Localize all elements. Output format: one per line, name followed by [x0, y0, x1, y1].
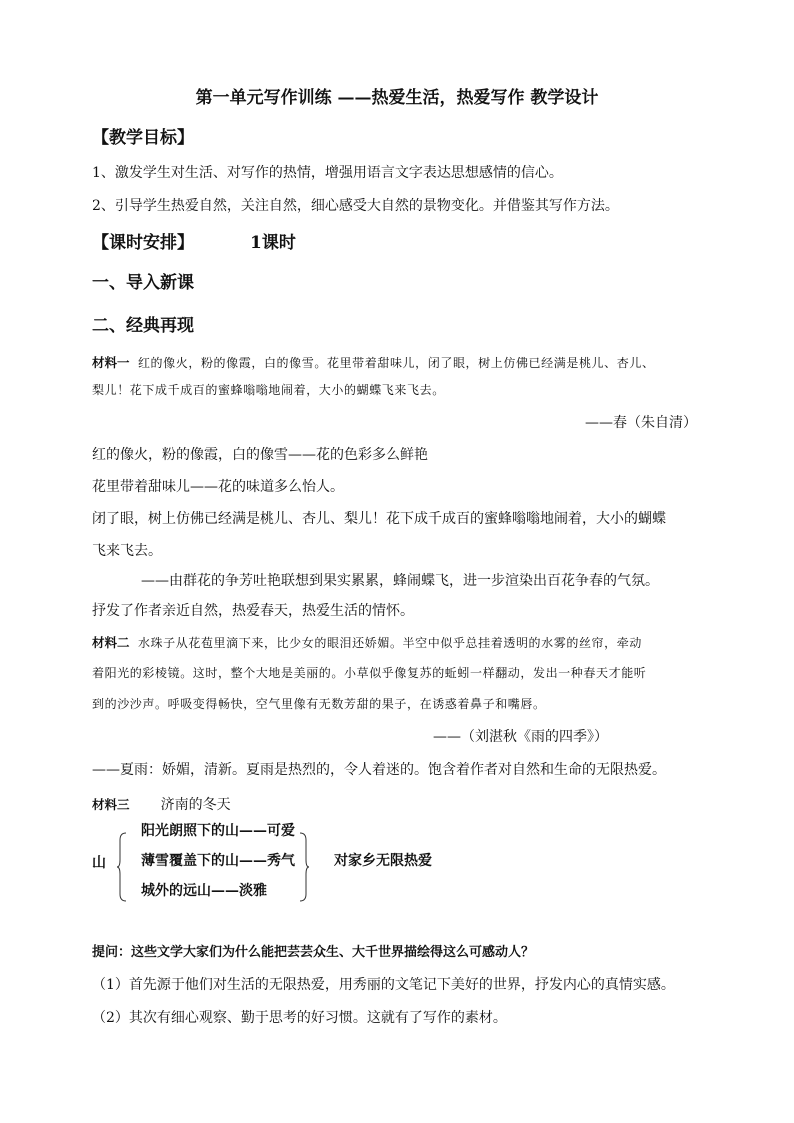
material-1-label: 材料一 — [92, 355, 130, 370]
material-1-analysis-2: 花里带着甜味儿——花的味道多么怡人。 — [92, 479, 344, 495]
right-brace — [299, 832, 309, 902]
section-classic-heading: 二、经典再现 — [92, 316, 194, 336]
schedule-heading: 【课时安排】 — [92, 233, 194, 253]
material-3-line — [92, 794, 231, 814]
diagram-conclusion: 对家乡无限热爱 — [334, 853, 432, 869]
material-2-analysis: ——夏雨：娇媚，清新。夏雨是热烈的，令人着迷的。饱含着作者对自然和生命的无限热爱。 — [92, 762, 666, 778]
material-1-line-1 — [92, 355, 655, 370]
diagram-item-2: 薄雪覆盖下的山——秀气 — [141, 853, 295, 869]
answer-2: （2）其次有细心观察、勤于思考的好习惯。这就有了写作的素材。 — [92, 1010, 507, 1026]
material-2-text-1: 水珠子从花苞里滴下来，比少女的眼泪还娇媚。半空中似乎总挂着透明的水雾的丝帘，牵动 — [137, 636, 642, 650]
page-title: 第一单元写作训练 ——热爱生活，热爱写作 教学设计 — [195, 88, 599, 108]
material-2-text-2: 着阳光的彩棱镜。这时，整个大地是美丽的。小草似乎像复苏的蚯蚓一样翻动，发出一种春天才能听 — [92, 666, 647, 680]
material-2-text-3: 到的沙沙声。呼吸变得畅快，空气里像有无数芳甜的果子，在诱惑着鼻子和嘴唇。 — [92, 697, 546, 711]
material-1-text-1: 红的像火，粉的像霞，白的像雪。花里带着甜味儿，闭了眼，树上仿佛已经满是桃儿、杏儿、 — [137, 356, 655, 370]
material-1-analysis-4: 飞来飞去。 — [92, 543, 162, 559]
material-1-source: ——春（朱自清） — [585, 415, 697, 431]
teaching-goal-2: 2、引导学生热爱自然，关注自然，细心感受大自然的景物变化。并借鉴其写作方法。 — [92, 198, 619, 214]
diagram-item-3: 城外的远山——淡雅 — [141, 883, 267, 899]
schedule-value: 1课时 — [250, 233, 296, 253]
material-1-analysis-5: ——由群花的争芳吐艳联想到果实累累，蜂闹蝶飞，进一步渲染出百花争春的气氛。 — [141, 573, 659, 589]
teaching-goal-heading: 【教学目标】 — [92, 128, 194, 148]
material-2-source: ——（刘湛秋《雨的四季》） — [433, 729, 608, 745]
material-2-line-1 — [92, 635, 642, 650]
diagram-item-1: 阳光朗照下的山——可爱 — [141, 823, 295, 839]
section-intro-heading: 一、导入新课 — [92, 273, 194, 293]
material-1-analysis-6: 抒发了作者亲近自然，热爱春天，热爱生活的情怀。 — [92, 603, 414, 619]
answer-1: （1）首先源于他们对生活的无限热爱，用秀丽的文笔记下美好的世界，抒发内心的真情实感。 — [92, 977, 675, 993]
material-3-title: 济南的冬天 — [160, 797, 231, 813]
question-text: 提问：这些文学大家们为什么能把芸芸众生、大千世界描绘得这么可感动人？ — [92, 945, 535, 960]
diagram-mountain: 山 — [92, 855, 106, 871]
teaching-goal-1: 1、激发学生对生活、对写作的热情，增强用语言文字表达思想感情的信心。 — [92, 165, 563, 181]
material-2-label: 材料二 — [92, 635, 130, 650]
material-3-label: 材料三 — [92, 797, 130, 812]
material-1-analysis-1: 红的像火，粉的像霞，白的像雪——花的色彩多么鲜艳 — [92, 447, 428, 463]
left-brace — [117, 832, 127, 902]
material-1-analysis-3: 闭了眼，树上仿佛已经满是桃儿、杏儿、梨儿！花下成千成百的蜜蜂嗡嗡地闹着，大小的蝴蝶 — [92, 511, 666, 527]
material-1-text-2: 梨儿！花下成千成百的蜜蜂嗡嗡地闹着，大小的蝴蝶飞来飞去。 — [92, 383, 445, 397]
